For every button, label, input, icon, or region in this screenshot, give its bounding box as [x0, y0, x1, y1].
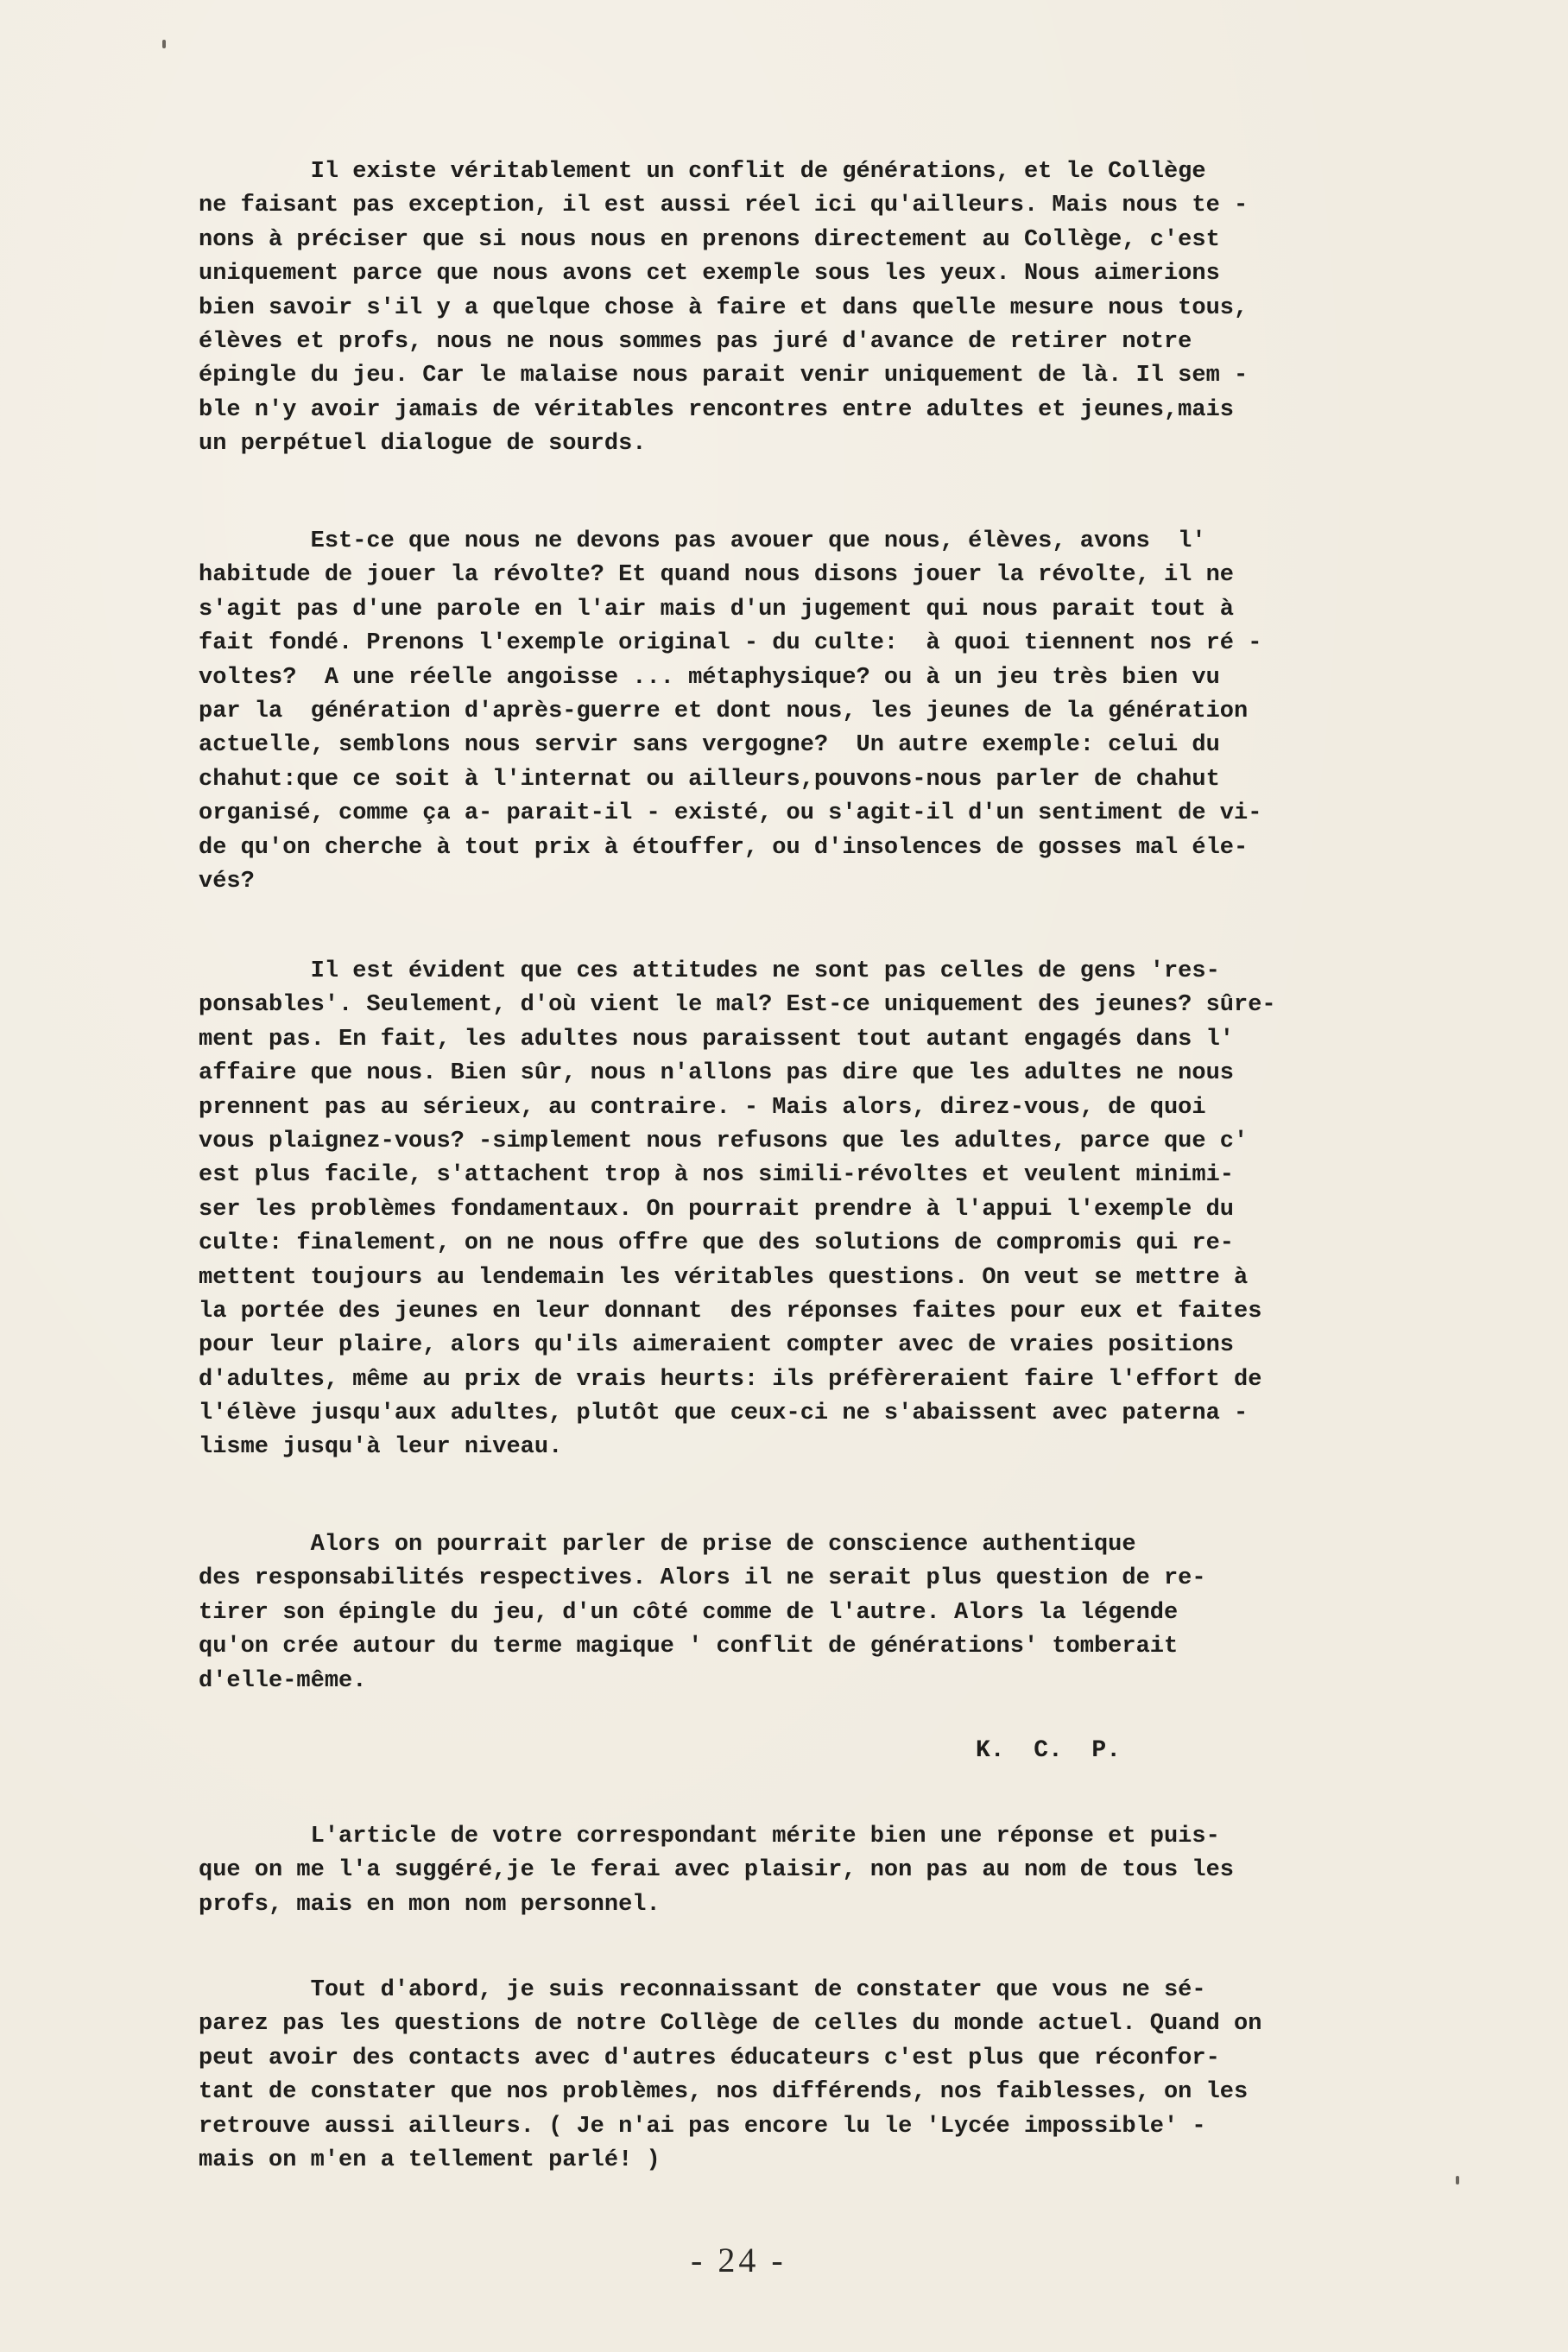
text-line: uniquement parce que nous avons cet exemple sous les yeux. Nous aimerions: [199, 261, 1220, 288]
text-line: organisé, comme ça a- parait-il - existé, ou s'agit-il d'un sentiment de vi-: [199, 800, 1262, 827]
text-line: la portée des jeunes en leur donnant des réponses faites pour eux et faites: [199, 1298, 1262, 1325]
text-line: actuelle, semblons nous servir sans vergogne? Un autre exemple: celui du: [199, 732, 1220, 759]
text-line: vous plaignez-vous? -simplement nous refusons que les adultes, parce que c': [199, 1128, 1249, 1154]
signature: K. C. P.: [976, 1737, 1122, 1764]
text-line: profs, mais en mon nom personnel.: [199, 1891, 661, 1918]
text-line: pour leur plaire, alors qu'ils aimeraient compter avec de vraies positions: [199, 1332, 1234, 1359]
text-line: s'agit pas d'une parole en l'air mais d'un jugement qui nous parait tout à: [199, 596, 1234, 623]
paper-speck: [1456, 2176, 1459, 2184]
text-line: Tout d'abord, je suis reconnaissant de constater que vous ne sé-: [199, 1977, 1206, 2003]
text-line: Alors on pourrait parler de prise de conscience authentique: [199, 1532, 1136, 1558]
text-line: tirer son épingle du jeu, d'un côté comme de l'autre. Alors la légende: [199, 1599, 1179, 1626]
paragraph: [199, 1528, 1425, 1698]
text-line: voltes? A une réelle angoisse ... métaphysique? ou à un jeu très bien vu: [199, 664, 1220, 691]
text-line: qu'on crée autour du terme magique ' conflit de générations' tomberait: [199, 1634, 1179, 1660]
text-line: ble n'y avoir jamais de véritables rencontres entre adultes et jeunes,mais: [199, 396, 1234, 423]
text-line: Il est évident que ces attitudes ne sont pas celles de gens 'res-: [199, 958, 1220, 984]
text-line: affaire que nous. Bien sûr, nous n'allons pas dire que les adultes ne nous: [199, 1060, 1234, 1087]
text-line: de qu'on cherche à tout prix à étouffer, ou d'insolences de gosses mal éle-: [199, 834, 1249, 861]
text-line: tant de constater que nos problèmes, nos différends, nos faiblesses, on les: [199, 2079, 1249, 2106]
text-line: est plus facile, s'attachent trop à nos simili-révoltes et veulent minimi-: [199, 1162, 1234, 1189]
text-line: l'élève jusqu'aux adultes, plutôt que ceux-ci ne s'abaissent avec paterna -: [199, 1400, 1249, 1427]
paragraph: [199, 955, 1425, 1465]
text-line: prennent pas au sérieux, au contraire. - Mais alors, direz-vous, de quoi: [199, 1094, 1206, 1121]
text-line: ment pas. En fait, les adultes nous paraissent tout autant engagés dans l': [199, 1026, 1234, 1053]
paper-speck: [162, 40, 166, 48]
text-line: mettent toujours au lendemain les véritables questions. On veut se mettre à: [199, 1264, 1249, 1291]
text-line: mais on m'en a tellement parlé! ): [199, 2147, 661, 2173]
paragraph: [199, 155, 1425, 462]
text-line: nons à préciser que si nous nous en prenons directement au Collège, c'est: [199, 226, 1220, 253]
text-line: Est-ce que nous ne devons pas avouer que nous, élèves, avons l': [199, 528, 1206, 554]
text-line: parez pas les questions de notre Collège de celles du monde actuel. Quand on: [199, 2011, 1262, 2038]
text-line: ne faisant pas exception, il est aussi réel ici qu'ailleurs. Mais nous te -: [199, 193, 1249, 219]
text-line: épingle du jeu. Car le malaise nous parait venir uniquement de là. Il sem -: [199, 363, 1249, 389]
paragraph: [199, 525, 1425, 899]
text-line: un perpétuel dialogue de sourds.: [199, 431, 647, 458]
text-line: que on me l'a suggéré,je le ferai avec plaisir, non pas au nom de tous les: [199, 1857, 1234, 1884]
text-line: Il existe véritablement un conflit de générations, et le Collège: [199, 159, 1206, 185]
text-line: habitude de jouer la révolte? Et quand nous disons jouer la révolte, il ne: [199, 562, 1234, 589]
text-line: chahut:que ce soit à l'internat ou ailleurs,pouvons-nous parler de chahut: [199, 766, 1220, 793]
text-line: peut avoir des contacts avec d'autres éducateurs c'est plus que réconfor-: [199, 2045, 1220, 2071]
paragraph: [199, 1820, 1425, 1922]
text-line: culte: finalement, on ne nous offre que des solutions de compromis qui re-: [199, 1230, 1234, 1257]
text-line: d'adultes, même au prix de vrais heurts: ils préfèreraient faire l'effort de: [199, 1366, 1262, 1393]
text-line: par la génération d'après-guerre et dont nous, les jeunes de la génération: [199, 698, 1249, 724]
text-line: L'article de votre correspondant mérite bien une réponse et puis-: [199, 1824, 1220, 1849]
text-line: bien savoir s'il y a quelque chose à faire et dans quelle mesure nous tous,: [199, 294, 1249, 321]
paragraph: [199, 1974, 1425, 2178]
text-line: lisme jusqu'à leur niveau.: [199, 1434, 563, 1461]
text-line: ponsables'. Seulement, d'où vient le mal? Est-ce uniquement des jeunes? sûre-: [199, 992, 1276, 1019]
text-line: ser les problèmes fondamentaux. On pourrait prendre à l'appui l'exemple du: [199, 1196, 1234, 1223]
page-number: - 24 -: [691, 2241, 787, 2279]
text-line: des responsabilités respectives. Alors il ne serait plus question de re-: [199, 1565, 1206, 1592]
text-line: vés?: [199, 868, 255, 895]
text-line: d'elle-même.: [199, 1667, 367, 1694]
text-line: fait fondé. Prenons l'exemple original - du culte: à quoi tiennent nos ré -: [199, 630, 1262, 657]
text-line: retrouve aussi ailleurs. ( Je n'ai pas encore lu le 'Lycée impossible' -: [199, 2113, 1206, 2140]
text-line: élèves et profs, nous ne nous sommes pas juré d'avance de retirer notre: [199, 328, 1192, 355]
